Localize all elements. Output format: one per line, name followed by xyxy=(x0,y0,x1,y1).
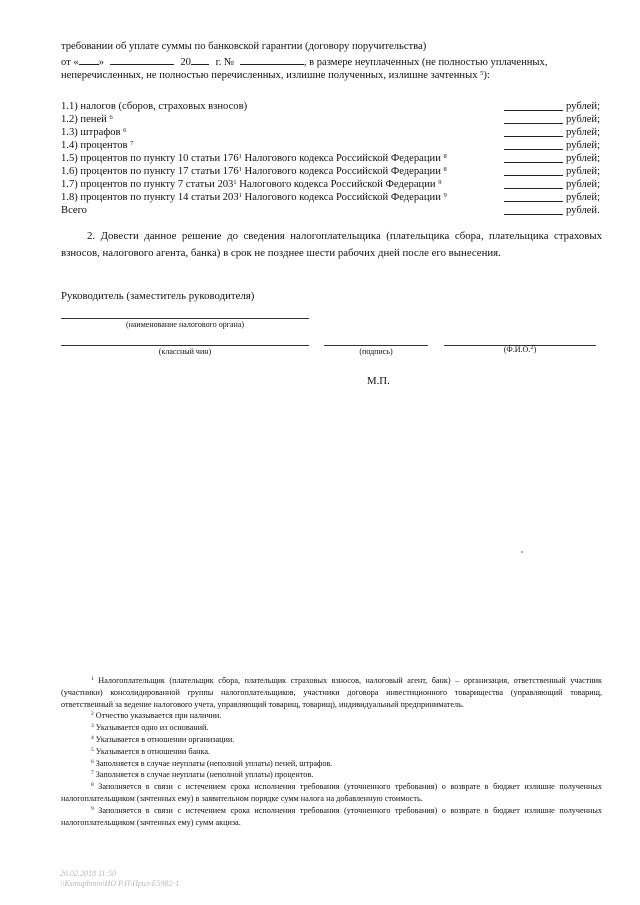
signature-caption: (подпись) xyxy=(359,347,393,356)
amount-label-rest: Налогового кодекса Российской Федерации xyxy=(236,179,439,190)
amount-label xyxy=(61,191,447,204)
number-blank[interactable] xyxy=(240,55,304,65)
scan-speck xyxy=(521,551,523,553)
print-stamp xyxy=(60,869,179,889)
print-path: \\Ksmupbmm\ИО Р.П\Приз-Е5982-1 xyxy=(60,879,180,888)
footnote-number: 3 xyxy=(91,723,94,730)
article-superscript: 1 xyxy=(238,153,242,160)
footnote-text: Указывается в отношении организации. xyxy=(95,734,235,744)
footnote-text: Заполняется в связи с истечением срока исполнения требования (уточненного требования) о возврате в бюджет излишне полученных налогоплательщиком (зачтенных ему) в заявительном порядке сумм налога на добавленную стоимость. xyxy=(61,782,602,803)
intro-line-2 xyxy=(61,55,602,69)
amount-label xyxy=(61,100,247,113)
number-label: г. № xyxy=(215,57,235,68)
footnote-number: 2 xyxy=(91,711,94,718)
intro-line-1: требовании об уплате суммы по банковской гарантии (договору поручительства) xyxy=(61,41,427,52)
footnote xyxy=(61,722,602,734)
amount-label xyxy=(61,178,441,191)
from-label: от « xyxy=(61,57,79,68)
amount-row xyxy=(61,204,602,217)
footnote xyxy=(61,769,602,781)
month-blank[interactable] xyxy=(110,55,174,65)
footnote-number: 1 xyxy=(91,676,94,682)
rank-line[interactable] xyxy=(61,345,309,346)
amount-blank[interactable] xyxy=(504,166,563,176)
tax-authority-line[interactable] xyxy=(61,318,309,319)
amount-row xyxy=(61,100,602,113)
year-prefix: 20 xyxy=(180,57,191,68)
footnote-text: Налогоплательщик (плательщик сбора, плательщик страховых взносов, налоговый агент, банк) – организация, ответственный участник (участники) консолидированной группы налогоплательщиков, участники договора инвестиционного товарищества (управляющий товарищ, ответственный за ведение налогового учета, управляющий товарищ, товарищ), индивидуальный предприниматель. xyxy=(61,676,603,709)
amount-label-text: 1.1) налогов (сборов, страховых взносов) xyxy=(61,101,248,112)
footnote-ref: 8 xyxy=(443,166,447,173)
amount-label xyxy=(61,139,133,152)
footnote-text: Заполняется в случае неуплаты (неполной уплаты) процентов. xyxy=(95,770,314,780)
day-blank[interactable] xyxy=(79,55,99,65)
print-timestamp: 26.02.2018 11:50 xyxy=(60,869,117,878)
footnote-ref: 9 xyxy=(438,179,442,186)
currency-unit: рублей. xyxy=(566,205,600,216)
intro-line-3-text: неперечисленных, не полностью перечисленных, излишне полученных, излишне зачтенных xyxy=(61,70,481,81)
footnote xyxy=(61,734,602,746)
amount-row xyxy=(61,126,602,139)
amount-label xyxy=(61,152,447,165)
amount-blank[interactable] xyxy=(504,153,563,163)
amount-blank[interactable] xyxy=(504,101,563,111)
fio-caption-end: ) xyxy=(533,345,537,354)
amount-label xyxy=(61,204,87,217)
footnote xyxy=(61,758,602,770)
currency-unit: рублей; xyxy=(566,101,601,112)
amount-label-rest: Налогового кодекса Российской Федерации xyxy=(241,166,444,177)
amount-label-text: 1.4) процентов xyxy=(61,140,131,151)
footnote-ref: 6 xyxy=(123,127,127,134)
amount-label-text: 1.5) процентов по пункту 10 статьи 176 xyxy=(61,153,239,164)
footnote-number: 8 xyxy=(91,782,94,789)
footnote-number: 4 xyxy=(91,734,94,741)
footnote-text: Отчество указывается при наличии. xyxy=(95,711,222,721)
paragraph-2: 2. Довести данное решение до сведения налогоплательщика (плательщика сбора, плательщика страховых взносов, налогового агента, банка) в срок не позднее шести рабочих дней после его вынесения. xyxy=(61,230,602,259)
amount-row xyxy=(61,139,602,152)
footnote-number: 7 xyxy=(91,770,94,777)
head-title: Руководитель (заместитель руководителя) xyxy=(61,290,255,302)
amount-label-text: Всего xyxy=(61,205,87,216)
signature-line[interactable] xyxy=(324,345,428,346)
footnote xyxy=(61,781,602,805)
amount-label-text: 1.6) процентов по пункту 17 статьи 176 xyxy=(61,166,239,177)
footnote-ref: 8 xyxy=(443,153,447,160)
amount-label xyxy=(61,126,126,139)
amount-blank[interactable] xyxy=(504,179,563,189)
amount-blank[interactable] xyxy=(504,114,563,124)
footnotes xyxy=(61,675,602,828)
footnote-ref: 6 xyxy=(109,114,113,121)
footnote-ref: 5 xyxy=(480,70,484,77)
amount-label xyxy=(61,113,113,126)
seal-place: М.П. xyxy=(367,375,390,387)
amount-row xyxy=(61,152,602,165)
amount-row xyxy=(61,165,602,178)
intro-line-3 xyxy=(61,69,490,82)
currency-unit: рублей; xyxy=(566,179,601,190)
amount-blank[interactable] xyxy=(504,192,563,202)
year-blank[interactable] xyxy=(191,55,209,65)
amount-label xyxy=(61,165,447,178)
fio-caption-text: (Ф.И.О. xyxy=(503,345,531,354)
footnote xyxy=(61,746,602,758)
intro-line-2-rest: , в размере неуплаченных (не полностью уплаченных, xyxy=(303,57,548,68)
amount-row xyxy=(61,178,602,191)
article-superscript: 1 xyxy=(238,166,242,173)
footnote-text: Указывается одно из оснований. xyxy=(95,723,209,733)
footnote-text: Заполняется в связи с истечением срока исполнения требования (уточненного требования) о возврате в бюджет излишне полученных налогоплательщиком (зачтенных ему) сумм акциза. xyxy=(61,805,602,827)
tax-authority-caption: (наименование налогового органа) xyxy=(125,320,245,329)
amount-label-text: 1.3) штрафов xyxy=(61,127,124,138)
currency-unit: рублей; xyxy=(566,140,601,151)
article-superscript: 1 xyxy=(238,192,242,199)
quote-close: » xyxy=(98,57,105,68)
footnote-text: Указывается в отношении банка. xyxy=(95,746,211,756)
footnote-ref: 2 xyxy=(530,344,534,351)
amount-row xyxy=(61,113,602,126)
footnote xyxy=(61,675,602,710)
footnote-number: 9 xyxy=(91,805,94,812)
amount-label-text: 1.7) процентов по пункту 7 статьи 203 xyxy=(61,179,234,190)
amount-label-text: 1.2) пеней xyxy=(61,114,110,125)
footnote-ref: 7 xyxy=(130,140,134,147)
footnote-text: Заполняется в случае неуплаты (неполной уплаты) пеней, штрафов. xyxy=(95,758,333,768)
footnote xyxy=(61,710,602,722)
footnote-ref: 9 xyxy=(443,192,447,199)
currency-unit: рублей; xyxy=(566,114,601,125)
intro-line-3-end: ): xyxy=(483,70,490,81)
footnote xyxy=(61,805,602,829)
currency-unit: рублей; xyxy=(566,166,601,177)
footnote-number: 6 xyxy=(91,758,94,765)
amount-label-text: 1.8) процентов по пункту 14 статьи 203 xyxy=(61,192,239,203)
rank-caption: (классный чин) xyxy=(158,347,212,356)
amount-label-rest: Налогового кодекса Российской Федерации xyxy=(241,192,444,203)
amount-blank[interactable] xyxy=(504,127,563,137)
amount-label-rest: Налогового кодекса Российской Федерации xyxy=(241,153,444,164)
amount-blank[interactable] xyxy=(504,205,563,215)
currency-unit: рублей; xyxy=(566,153,601,164)
footnote-number: 5 xyxy=(91,746,94,753)
currency-unit: рублей; xyxy=(566,192,601,203)
fio-caption xyxy=(444,345,596,355)
amount-row xyxy=(61,191,602,204)
amount-blank[interactable] xyxy=(504,140,563,150)
article-superscript: 1 xyxy=(233,179,237,186)
currency-unit: рублей; xyxy=(566,127,601,138)
